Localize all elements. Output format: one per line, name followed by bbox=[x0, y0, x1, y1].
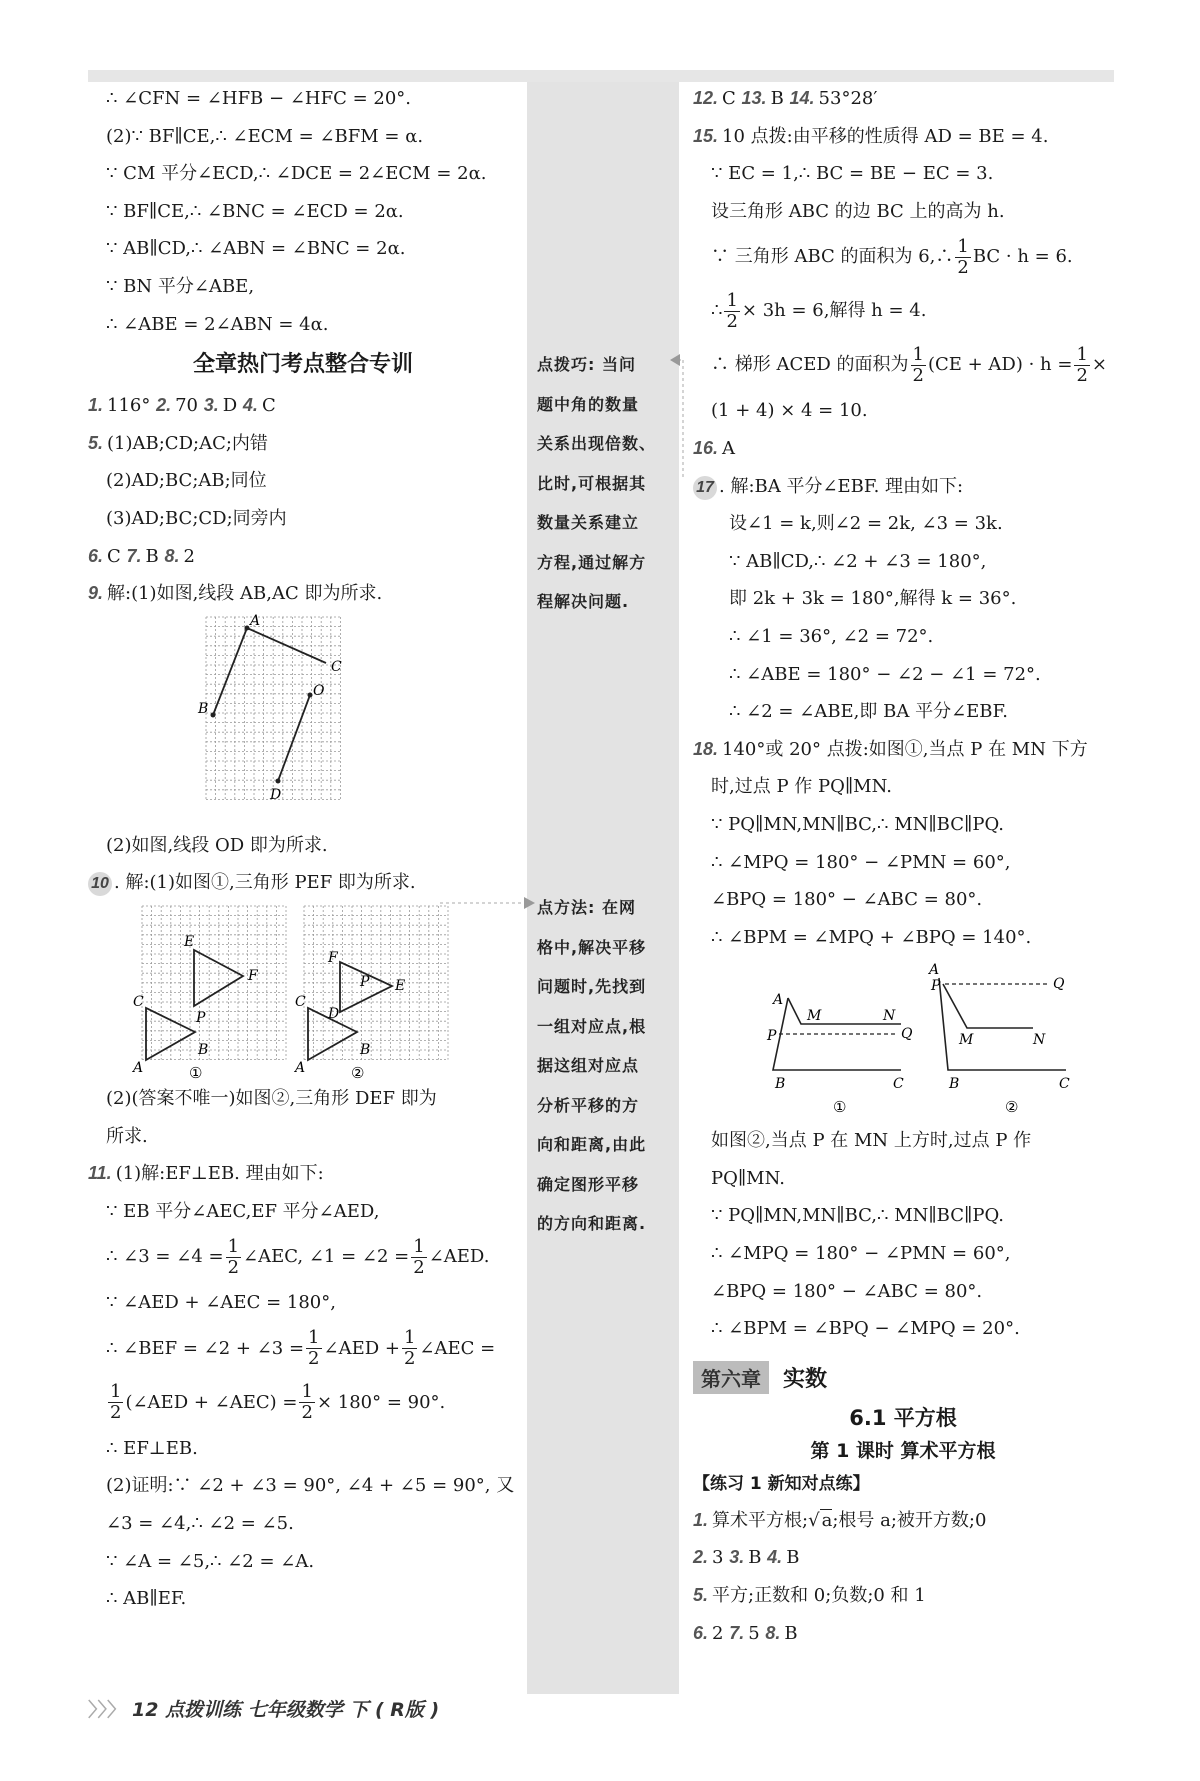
svg-text:A: A bbox=[133, 1059, 144, 1076]
svg-text:O: O bbox=[313, 682, 325, 699]
q18-line: ∠BPQ = 180° − ∠ABC = 80°. bbox=[711, 1280, 983, 1302]
q18-line: ∴ ∠BPM = ∠BPQ − ∠MPQ = 20°. bbox=[711, 1318, 1020, 1340]
tip-line: 点方法: 在网 bbox=[537, 898, 636, 917]
q11-line-sum: ∵ ∠AED + ∠AEC = 180°, bbox=[106, 1292, 336, 1314]
svg-text:E: E bbox=[395, 977, 406, 994]
tip-line: 确定图形平移 bbox=[537, 1174, 640, 1194]
q18-line: PQ∥MN. bbox=[711, 1167, 785, 1189]
practice-heading: 【练习 1 新知对点练】 bbox=[693, 1473, 870, 1494]
answer-line: ∵ EC = 1,∴ BC = BE − EC = 3. bbox=[711, 163, 994, 185]
q18-line: ∴ ∠BPM = ∠MPQ + ∠BPQ = 140°. bbox=[711, 926, 1032, 948]
tip-box-1 bbox=[537, 345, 669, 622]
q11-line: ∠3 = ∠4,∴ ∠2 = ∠5. bbox=[106, 1513, 294, 1535]
right-column bbox=[693, 80, 1113, 1652]
tip-line: 程解决问题. bbox=[537, 592, 630, 611]
tip-line: 关系出现倍数、 bbox=[537, 434, 657, 453]
svg-text:Q: Q bbox=[901, 1026, 913, 1043]
svg-text:①: ① bbox=[833, 1098, 847, 1117]
answer-line: 设三角形 ABC 的边 BC 上的高为 h. bbox=[711, 200, 1005, 222]
q11-line: ∴ EF⊥EB. bbox=[106, 1437, 198, 1459]
book-title: 点拨训练 七年级数学 下 ( R版 ) bbox=[165, 1699, 440, 1721]
q9-grid-svg bbox=[88, 613, 518, 827]
q18-figures bbox=[693, 956, 1113, 1122]
chapter-title: 实数 bbox=[783, 1367, 828, 1393]
q11-line: ∵ ∠A = ∠5,∴ ∠2 = ∠A. bbox=[106, 1550, 315, 1572]
q17-line: 17 . 解:BA 平分∠EBF. 理由如下: bbox=[693, 468, 1113, 506]
answer-line: (1 + 4) × 4 = 10. bbox=[711, 400, 868, 422]
svg-text:F: F bbox=[248, 967, 258, 984]
svg-text:M: M bbox=[807, 1008, 822, 1025]
tip-line: 格中,解决平移 bbox=[537, 937, 647, 957]
svg-text:B: B bbox=[775, 1076, 786, 1093]
q10-line: 10 . 解:(1)如图①,三角形 PEF 即为所求. bbox=[88, 864, 518, 902]
svg-text:②: ② bbox=[1005, 1098, 1019, 1117]
page-number: 12 bbox=[132, 1699, 159, 1721]
q17-line: ∵ AB∥CD,∴ ∠2 + ∠3 = 180°, bbox=[729, 550, 987, 572]
fig-label-2: ② bbox=[351, 1063, 365, 1080]
svg-text:B: B bbox=[198, 700, 209, 717]
q11-frac-line-3: $\frac{1}{2}$ (∠AED + ∠AEC) = $\frac{1}{2}$ × 180° = 90°. bbox=[110, 1381, 446, 1424]
answer-line: 1. 算术平方根;√ a;根号 a;被开方数;0 bbox=[693, 1509, 987, 1531]
tip-line: 分析平移的方 bbox=[537, 1095, 640, 1115]
q18-line: ∵ PQ∥MN,MN∥BC,∴ MN∥BC∥PQ. bbox=[711, 1205, 1005, 1227]
answer-line: 12. C 13. B 14. 53°28′ bbox=[693, 88, 878, 109]
answer-line: 15. 10 点拨:由平移的性质得 AD = BE = 4. bbox=[693, 125, 1049, 147]
r-frac-line-1: ∵ 三角形 ABC 的面积为 6,∴ $\frac{1}{2}$ BC · h = 6. bbox=[711, 235, 1073, 278]
chapter-tag: 第六章 bbox=[693, 1361, 769, 1394]
svg-text:P: P bbox=[931, 978, 941, 995]
answer-line: (3)AD;BC;CD;同旁内 bbox=[106, 507, 287, 529]
q17-line: ∴ ∠ABE = 180° − ∠2 − ∠1 = 72°. bbox=[729, 663, 1041, 685]
q9-part2: (2)如图,线段 OD 即为所求. bbox=[106, 834, 328, 856]
tip-line: 一组对应点,根 bbox=[537, 1016, 647, 1036]
q11-frac-line-2: ∴ ∠BEF = ∠2 + ∠3 = $\frac{1}{2}$ ∠AED + $\frac{1}{2}$ ∠AEC = bbox=[106, 1327, 496, 1370]
segment-ab bbox=[213, 628, 247, 715]
q18-line: 时,过点 P 作 PQ∥MN. bbox=[711, 776, 892, 798]
answer-line: 2. 3 3. B 4. B bbox=[693, 1547, 800, 1569]
q11-line: ∴ AB∥EF. bbox=[106, 1588, 187, 1610]
answer-line: ∵ BN 平分∠ABE, bbox=[106, 275, 255, 297]
q10-part2b: 所求. bbox=[106, 1125, 148, 1147]
tip-box-2 bbox=[537, 888, 669, 1244]
answer-line: 5. 平方;正数和 0;负数;0 和 1 bbox=[693, 1585, 926, 1607]
svg-text:A: A bbox=[295, 1059, 306, 1076]
q11-line: 11. (1)解:EF⊥EB. 理由如下: bbox=[88, 1163, 324, 1185]
svg-text:B: B bbox=[949, 1076, 960, 1093]
answer-line: (2)∵ BF∥CE,∴ ∠ECM = ∠BFM = α. bbox=[106, 125, 424, 147]
r-frac-line-2: ∴ $\frac{1}{2}$ × 3h = 6,解得 h = 4. bbox=[711, 289, 927, 332]
svg-text:N: N bbox=[1033, 1032, 1046, 1049]
tip-line: 向和距离,由此 bbox=[537, 1135, 647, 1154]
answer-line: ∵ AB∥CD,∴ ∠ABN = ∠BNC = 2α. bbox=[106, 238, 406, 260]
q18-line: 18. 140°或 20° 点拨:如图①,当点 P 在 MN 下方 bbox=[693, 738, 1088, 760]
r-frac-line-3: ∴ 梯形 ACED 的面积为 $\frac{1}{2}$ (CE + AD) · h = $\frac{1}{2}$ × bbox=[711, 343, 1107, 386]
svg-text:B: B bbox=[360, 1041, 371, 1058]
q10-part2a: (2)(答案不唯一)如图②,三角形 DEF 即为 bbox=[106, 1087, 437, 1109]
tip-line: 比时,可根据其 bbox=[537, 473, 647, 493]
svg-text:P: P bbox=[196, 1009, 206, 1026]
tip-line: 方程,通过解方 bbox=[537, 552, 647, 572]
answer-line: ∵ CM 平分∠ECD,∴ ∠DCE = 2∠ECM = 2α. bbox=[106, 163, 487, 185]
q18-line: ∠BPQ = 180° − ∠ABC = 80°. bbox=[711, 889, 983, 911]
q11-line: (2)证明:∵ ∠2 + ∠3 = 90°, ∠4 + ∠5 = 90°, 又 bbox=[106, 1475, 515, 1497]
answer-line: 16. A bbox=[693, 437, 736, 459]
chapter-heading bbox=[693, 1356, 1113, 1400]
q18-line: 如图②,当点 P 在 MN 上方时,过点 P 作 bbox=[711, 1130, 1032, 1152]
q17-number: 17 bbox=[693, 476, 717, 500]
left-column bbox=[88, 80, 518, 1618]
tip-line: 据这组对应点 bbox=[537, 1056, 640, 1075]
q18-line: ∴ ∠MPQ = 180° − ∠PMN = 60°, bbox=[711, 1243, 1011, 1265]
answer-line: 6. 2 7. 5 8. B bbox=[693, 1622, 798, 1644]
lesson-title: 第 1 课时 算术平方根 bbox=[810, 1439, 996, 1462]
svg-text:C: C bbox=[1059, 1076, 1070, 1093]
q9-figure bbox=[88, 613, 518, 827]
svg-text:E: E bbox=[184, 933, 195, 950]
q17-line: 设∠1 = k,则∠2 = 2k, ∠3 = 3k. bbox=[729, 513, 1003, 535]
answer-line: ∵ BF∥CE,∴ ∠BNC = ∠ECD = 2α. bbox=[106, 200, 404, 222]
q11-frac-line-1: ∴ ∠3 = ∠4 = $\frac{1}{2}$ ∠AEC, ∠1 = ∠2 = $\frac{1}{2}$ ∠AED. bbox=[106, 1235, 490, 1278]
q10-number: 10 bbox=[88, 872, 112, 896]
svg-text:C: C bbox=[331, 658, 342, 675]
q11-line: ∵ EB 平分∠AEC,EF 平分∠AED, bbox=[106, 1200, 380, 1222]
q17-line: ∴ ∠2 = ∠ABE,即 BA 平分∠EBF. bbox=[729, 701, 1008, 723]
q17-line: ∴ ∠1 = 36°, ∠2 = 72°. bbox=[729, 625, 934, 647]
section-6-1: 6.1 平方根 bbox=[849, 1405, 957, 1430]
svg-text:A: A bbox=[773, 992, 784, 1009]
svg-text:Q: Q bbox=[1053, 976, 1065, 993]
svg-text:A: A bbox=[250, 612, 261, 629]
svg-text:C: C bbox=[133, 993, 144, 1010]
svg-text:A: A bbox=[929, 962, 940, 979]
fig2-lines bbox=[939, 978, 1066, 1070]
answer-line: 5. (1)AB;CD;AC;内错 bbox=[88, 432, 268, 454]
svg-text:M: M bbox=[959, 1032, 974, 1049]
q10-figures bbox=[88, 902, 518, 1080]
answer-line: ∴ ∠CFN = ∠HFB − ∠HFC = 20°. bbox=[106, 88, 412, 109]
q18-line: ∵ PQ∥MN,MN∥BC,∴ MN∥BC∥PQ. bbox=[711, 813, 1005, 835]
answer-line: 1. 116° 2. 70 3. D 4. C bbox=[88, 395, 276, 417]
fig-label-1: ① bbox=[189, 1063, 203, 1080]
svg-text:N: N bbox=[883, 1008, 896, 1025]
answer-line: 6. C 7. B 8. 2 bbox=[88, 545, 195, 567]
svg-text:D: D bbox=[270, 786, 282, 803]
q17-line: 即 2k + 3k = 180°,解得 k = 36°. bbox=[729, 588, 1017, 610]
svg-text:C: C bbox=[295, 993, 306, 1010]
svg-text:D: D bbox=[328, 1005, 340, 1022]
svg-text:B: B bbox=[198, 1041, 209, 1058]
svg-text:P: P bbox=[767, 1028, 777, 1045]
answer-line: ∴ ∠ABE = 2∠ABN = 4α. bbox=[106, 313, 329, 335]
page-footer: 〉〉〉 12 点拨训练 七年级数学 下 ( R版 ) bbox=[88, 1699, 440, 1721]
tip-line: 问题时,先找到 bbox=[537, 977, 647, 996]
svg-text:C: C bbox=[893, 1076, 904, 1093]
svg-text:F: F bbox=[328, 949, 338, 966]
answer-line: (2)AD;BC;AB;同位 bbox=[106, 470, 267, 492]
tip-line: 点拨巧: 当问 bbox=[537, 355, 636, 374]
tip-line: 数量关系建立 bbox=[537, 513, 640, 532]
q18-line: ∴ ∠MPQ = 180° − ∠PMN = 60°, bbox=[711, 851, 1011, 873]
answer-line: 9. 解:(1)如图,线段 AB,AC 即为所求. bbox=[88, 583, 383, 605]
tip-line: 题中角的数量 bbox=[537, 394, 640, 414]
tip-line: 的方向和距离. bbox=[537, 1214, 647, 1233]
svg-text:P: P bbox=[360, 973, 370, 990]
section-title: 全章热门考点整合专训 bbox=[192, 352, 413, 378]
